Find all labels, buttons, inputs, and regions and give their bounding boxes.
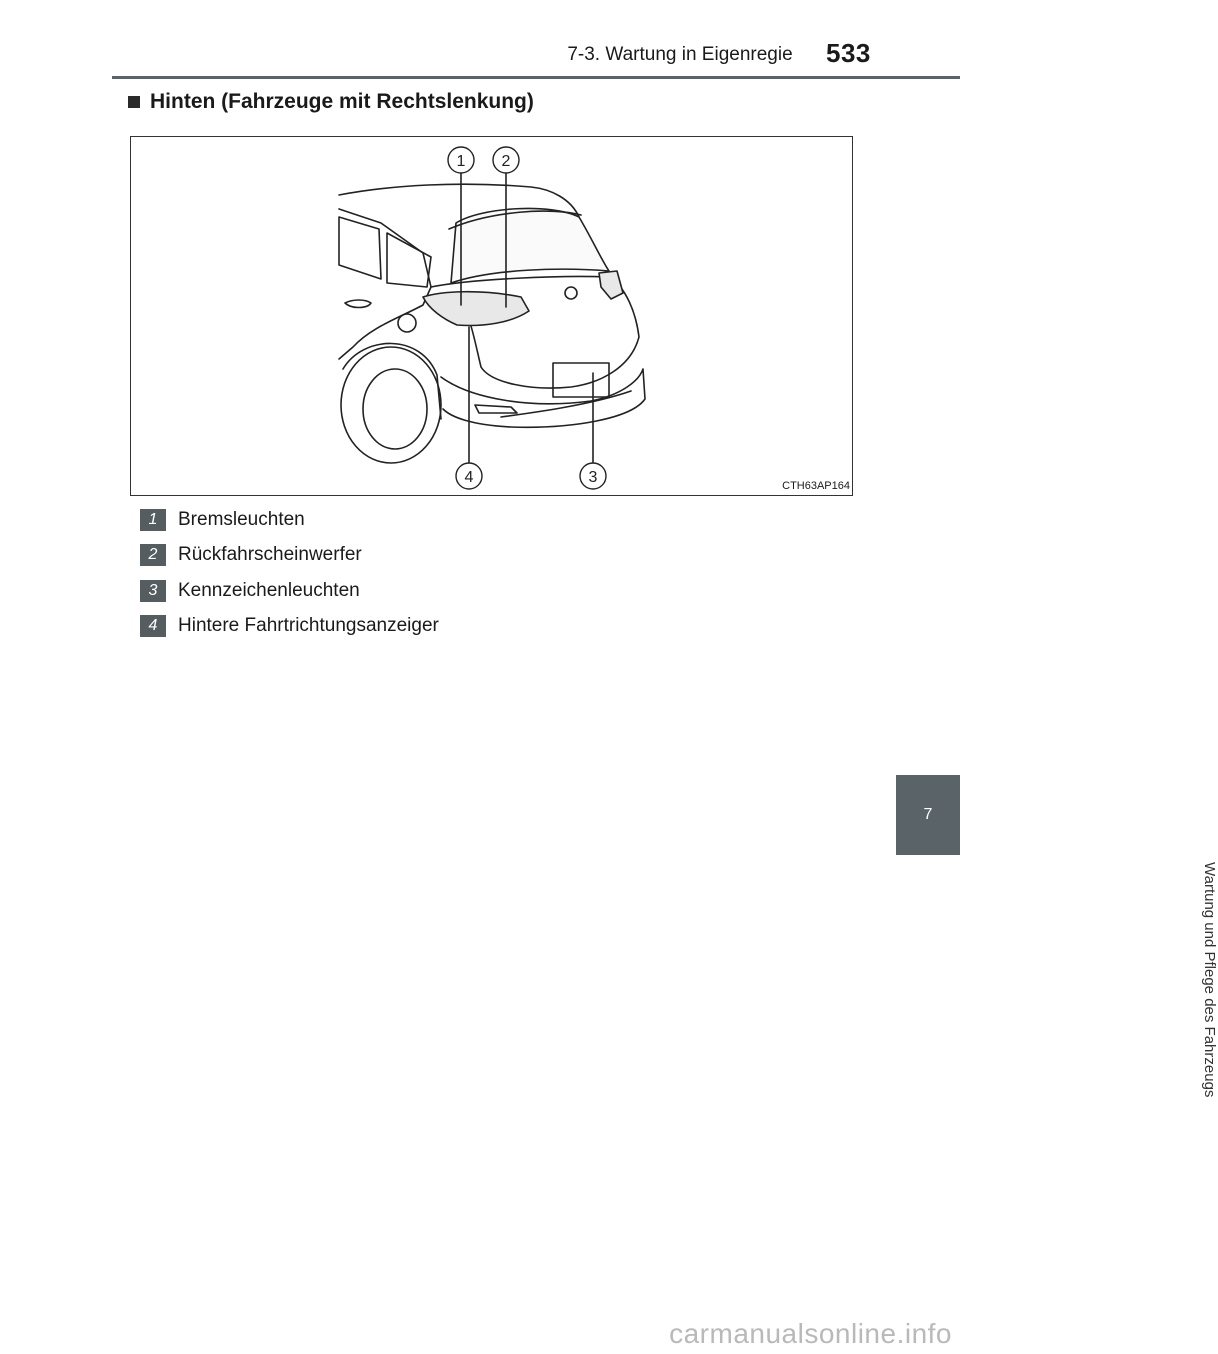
car-rear-drawing bbox=[131, 137, 852, 495]
chapter-tab[interactable]: 7 bbox=[896, 775, 960, 855]
left-tail-light bbox=[423, 292, 529, 326]
rear-emblem bbox=[565, 287, 577, 299]
list-item bbox=[140, 609, 439, 645]
rear-rim bbox=[363, 369, 427, 449]
callout-label-2: 2 bbox=[501, 153, 511, 170]
section-heading-text: Hinten (Fahrzeuge mit Rechtslenkung) bbox=[150, 90, 534, 113]
item-label: Rückfahrscheinwerfer bbox=[178, 544, 362, 566]
item-label: Kennzeichenleuchten bbox=[178, 579, 360, 601]
list-item bbox=[140, 573, 439, 609]
rear-reflector bbox=[475, 405, 517, 413]
fuel-cap bbox=[398, 314, 416, 332]
item-label: Hintere Fahrtrichtungsanzeiger bbox=[178, 615, 439, 637]
door-handle bbox=[345, 300, 371, 308]
car-side bbox=[339, 209, 431, 359]
square-bullet-icon bbox=[128, 96, 140, 108]
callout-label-3: 3 bbox=[588, 469, 598, 486]
car-rear-illustration bbox=[130, 136, 853, 496]
chapter-caption: Wartung und Pflege des Fahrzeugs bbox=[1201, 862, 1218, 1098]
right-tail-light bbox=[599, 271, 623, 299]
license-plate-recess bbox=[553, 363, 609, 397]
item-number-badge: 1 bbox=[140, 509, 166, 531]
callout-label-4: 4 bbox=[464, 469, 474, 486]
item-label: Bremsleuchten bbox=[178, 508, 305, 530]
lamp-list bbox=[140, 502, 439, 644]
list-item bbox=[140, 538, 439, 574]
section-heading bbox=[128, 90, 534, 114]
page-number: 533 bbox=[826, 38, 871, 68]
header-section-title: 7-3. Wartung in Eigenregie bbox=[567, 44, 793, 65]
item-number-badge: 3 bbox=[140, 580, 166, 602]
item-number-badge: 2 bbox=[140, 544, 166, 566]
header-divider bbox=[112, 76, 960, 79]
figure-code: CTH63AP164 bbox=[782, 480, 850, 492]
callout-label-1: 1 bbox=[456, 153, 466, 170]
rear-bumper bbox=[441, 369, 645, 427]
watermark: carmanualsonline.info bbox=[669, 1318, 952, 1349]
list-item bbox=[140, 502, 439, 538]
item-number-badge: 4 bbox=[140, 615, 166, 637]
chapter-caption-wrap bbox=[896, 862, 1218, 1162]
rear-tire bbox=[341, 347, 441, 463]
side-window bbox=[339, 217, 381, 279]
